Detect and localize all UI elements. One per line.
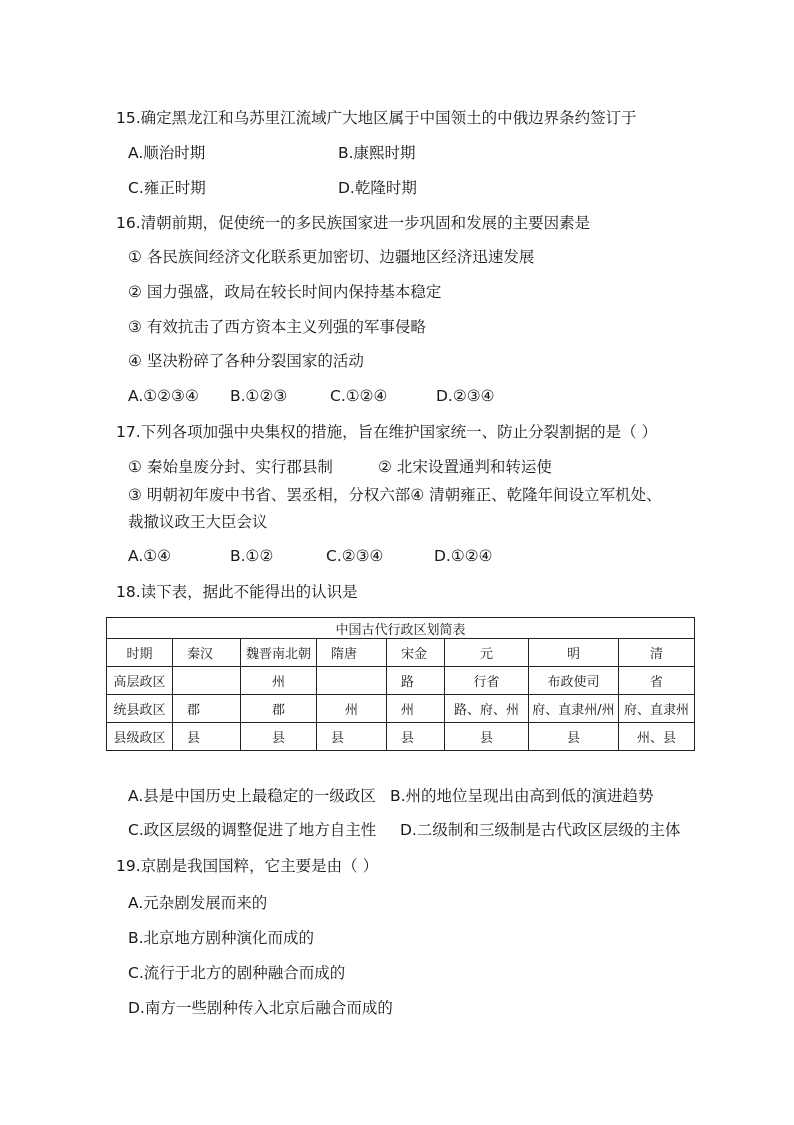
- table-cell: 州: [317, 695, 387, 723]
- table-header-cell: 秦汉: [173, 639, 241, 667]
- table-cell: 县: [529, 723, 619, 751]
- table-cell: 郡: [173, 695, 241, 723]
- table-cell: 路、府、州: [445, 695, 529, 723]
- q16-item-2: ② 国力强盛，政局在较长时间内保持基本稳定: [128, 283, 442, 301]
- q17-item-4-cont: 裁撤议政王大臣会议: [128, 513, 268, 531]
- q16-item-3: ③ 有效抗击了西方资本主义列强的军事侵略: [128, 318, 426, 336]
- q16-option-d: D.②③④: [436, 387, 495, 405]
- q17-item-3-4: ③ 明朝初年废中书省、罢丞相，分权六部④ 清朝雍正、乾隆年间设立军机处、: [128, 486, 662, 504]
- table-cell: [173, 667, 241, 695]
- admin-division-table: [106, 617, 695, 751]
- table-cell: 州、县: [619, 723, 695, 751]
- q17-stem: 17.下列各项加强中央集权的措施，旨在维护国家统一、防止分裂割据的是（ ）: [116, 423, 658, 441]
- q15-option-d: D.乾隆时期: [338, 179, 417, 197]
- table-cell: 县: [173, 723, 241, 751]
- q17-item-2: ② 北宋设置通判和转运使: [378, 458, 552, 476]
- table-header-cell: 元: [445, 639, 529, 667]
- q18-option-a: A.县是中国历史上最稳定的一级政区: [128, 787, 376, 805]
- q19-stem: 19.京剧是我国国粹，它主要是由（ ）: [116, 857, 379, 875]
- table-cell: [317, 667, 387, 695]
- q18-option-d: D.二级制和三级制是古代政区层级的主体: [400, 821, 681, 839]
- q17-item-1: ① 秦始皇废分封、实行郡县制: [128, 458, 333, 476]
- q15-option-b: B.康熙时期: [338, 144, 416, 162]
- q15-stem: 15.确定黑龙江和乌苏里江流域广大地区属于中国领土的中俄边界条约签订于: [116, 109, 637, 127]
- table-cell: 州: [387, 695, 445, 723]
- table-header-cell: 宋金: [387, 639, 445, 667]
- table-cell: 路: [387, 667, 445, 695]
- q18-option-b: B.州的地位呈现出由高到低的演进趋势: [390, 787, 654, 805]
- q16-option-a: A.①②③④: [128, 387, 199, 405]
- table-cell: 府、直隶州: [619, 695, 695, 723]
- table-row: [107, 667, 695, 695]
- table-cell: 县级政区: [107, 723, 173, 751]
- q15-option-c: C.雍正时期: [128, 179, 206, 197]
- table-header-cell: 清: [619, 639, 695, 667]
- q17-option-b: B.①②: [230, 547, 274, 565]
- q16-stem: 16.清朝前期，促使统一的多民族国家进一步巩固和发展的主要因素是: [116, 214, 591, 232]
- q17-option-c: C.②③④: [326, 547, 384, 565]
- q18-option-c: C.政区层级的调整促进了地方自主性: [128, 821, 377, 839]
- table-cell: 统县政区: [107, 695, 173, 723]
- q18-stem: 18.读下表，据此不能得出的认识是: [116, 583, 358, 601]
- q16-item-1: ① 各民族间经济文化联系更加密切、边疆地区经济迅速发展: [128, 248, 535, 266]
- table-cell: 布政使司: [529, 667, 619, 695]
- table-cell: 行省: [445, 667, 529, 695]
- table-cell: 省: [619, 667, 695, 695]
- table-header-cell: 明: [529, 639, 619, 667]
- table-header-cell: 隋唐: [317, 639, 387, 667]
- table-cell: 郡: [241, 695, 317, 723]
- table-cell: 县: [387, 723, 445, 751]
- table-cell: 县: [241, 723, 317, 751]
- q19-option-d: D.南方一些剧种传入北京后融合而成的: [128, 999, 393, 1017]
- q17-option-d: D.①②④: [434, 547, 493, 565]
- table-row: [107, 723, 695, 751]
- q16-option-b: B.①②③: [230, 387, 288, 405]
- table-cell: 州: [241, 667, 317, 695]
- q19-option-a: A.元杂剧发展而来的: [128, 894, 268, 912]
- table-cell: 县: [317, 723, 387, 751]
- q17-option-a: A.①④: [128, 547, 172, 565]
- table-header-cell: 魏晋南北朝: [241, 639, 317, 667]
- q15-option-a: A.顺治时期: [128, 144, 206, 162]
- q16-option-c: C.①②④: [330, 387, 388, 405]
- table-caption: 中国古代行政区划简表: [107, 618, 695, 639]
- q19-option-b: B.北京地方剧种演化而成的: [128, 929, 315, 947]
- table-cell: 府、直隶州/州: [529, 695, 619, 723]
- q19-option-c: C.流行于北方的剧种融合而成的: [128, 964, 346, 982]
- table-header-cell: 时期: [107, 639, 173, 667]
- table-cell: 高层政区: [107, 667, 173, 695]
- table-row: [107, 695, 695, 723]
- q16-item-4: ④ 坚决粉碎了各种分裂国家的活动: [128, 352, 364, 370]
- table-header-row: [107, 639, 695, 667]
- table-cell: 县: [445, 723, 529, 751]
